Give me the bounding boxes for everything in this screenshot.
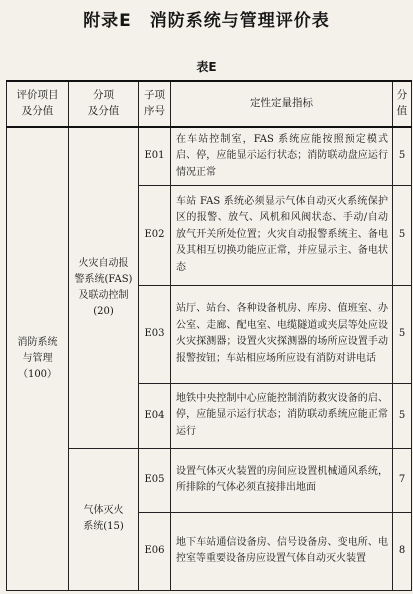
row-score: 8 — [393, 512, 412, 590]
subitem-line: (20) — [93, 305, 114, 317]
row-code: E05 — [139, 448, 171, 512]
row-indicator: 地铁中央控制中心应能控制消防救灾设备的启、停，应能显示运行状态；消防联动系统应能正常运行 — [171, 383, 393, 448]
header-subitem-line2: 及分值 — [87, 105, 120, 117]
row-indicator: 地下车站通信设备房、信号设备房、变电所、电控室等重要设备房应设置气体自动灭火装置 — [171, 512, 393, 590]
row-score: 5 — [393, 285, 412, 383]
header-score — [393, 81, 412, 127]
row-code: E03 — [139, 285, 171, 383]
table-row — [7, 127, 412, 185]
row-score: 5 — [393, 383, 412, 448]
header-code-line1: 子项 — [144, 89, 165, 102]
header-score-line1: 分 — [396, 89, 408, 102]
header-category-line1: 评价项目 — [16, 89, 59, 102]
header-indicator: 定性定量指标 — [171, 81, 393, 127]
row-indicator: 设置气体灭火装置的房间应设置机械通风系统，所排除的气体必须直接排出地面 — [171, 448, 393, 512]
category-cell — [7, 127, 69, 590]
row-indicator: 站厅、站台、各种设备机房、库房、值班室、办公室、走廊、配电室、电缆隧道或夹层等处应设火灾探测器；设置火灾探测器的场所应设置手动报警按钮；车站相应场所应设有消防对讲电话 — [171, 285, 393, 383]
header-subitem-line1: 分项 — [93, 89, 114, 102]
row-code: E02 — [139, 185, 171, 285]
subitem-line: 系统(15) — [83, 521, 124, 532]
subitem-line: 火灾自动报 — [78, 257, 129, 269]
row-indicator: 车站 FAS 系统必须显示气体自动灭火系统保护区的报警、放气、风机和风阀状态、手动/自动放气开关所处位置；火灾自动报警系统主、备电及其相互切换功能应正常，并应显示主、备电状态 — [171, 185, 393, 285]
subitem-line: 气体灭火 — [83, 505, 124, 516]
row-indicator: 在车站控制室，FAS 系统应能按照预定模式启、停，应能显示运行状态；消防联动盘应运行情况正常 — [171, 127, 393, 185]
row-code: E01 — [139, 127, 171, 185]
subitem-fas-cell — [69, 127, 139, 448]
row-code: E04 — [139, 383, 171, 448]
category-line3: （100） — [17, 368, 58, 380]
row-score: 5 — [393, 127, 412, 185]
header-category-line2: 及分值 — [21, 105, 54, 117]
table-header-row — [7, 81, 412, 127]
evaluation-table — [6, 80, 412, 591]
header-code-line2: 序号 — [144, 105, 165, 117]
row-code: E06 — [139, 512, 171, 590]
category-line2: 与管理 — [22, 352, 53, 364]
row-score: 5 — [393, 185, 412, 285]
category-line1: 消防系统 — [17, 336, 58, 348]
subitem-gas-cell — [69, 448, 139, 590]
header-subitem — [69, 81, 139, 127]
appendix-title: 附录E 消防系统与管理评价表 — [83, 11, 330, 31]
header-code — [139, 81, 171, 127]
row-score: 7 — [393, 448, 412, 512]
header-category — [7, 81, 69, 127]
header-score-line2: 值 — [396, 105, 408, 117]
table-caption: 表E — [196, 60, 217, 74]
subitem-line: 警系统(FAS) — [74, 273, 133, 285]
subitem-line: 及联动控制 — [78, 289, 129, 301]
